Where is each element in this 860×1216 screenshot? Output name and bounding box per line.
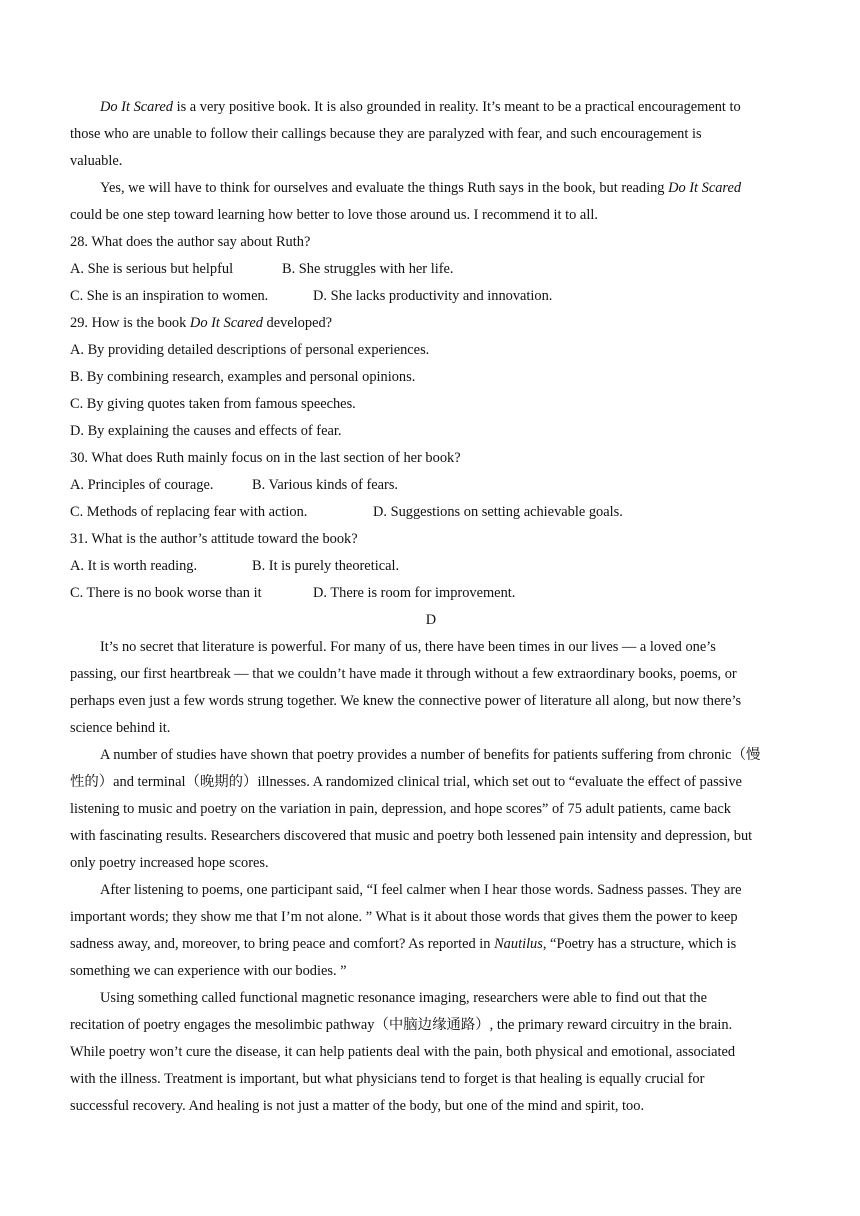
option-29-d: D. By explaining the causes and effects of fear. [70,423,342,439]
magazine-title-italic: Nautilus [494,936,543,952]
option-31-b: B. It is purely theoretical. [252,558,400,574]
book-title-italic: Do It Scared [668,180,742,196]
section-d-p3-line4: something we can experience with our bodies. ” [70,963,347,979]
option-30-b: B. Various kinds of fears. [252,477,399,493]
question-29-stem [70,310,792,337]
question-31-options-row1 [70,553,792,580]
section-d-p4-line3: While poetry won’t cure the disease, it can help patients deal with the pain, both physical and emotional, associated [70,1044,736,1060]
question-28-options-row1 [70,256,792,283]
text-span: Yes, we will have to think for ourselves and evaluate the things Ruth says in the book, but reading [100,180,669,196]
text-span: , “Poetry has a structure, which is [542,936,737,952]
section-d-p2-line4: with fascinating results. Researchers discovered that music and poetry both lessened pain intensity and depression, but [70,828,753,844]
text-span: developed? [262,315,333,331]
question-30-stem: 30. What does Ruth mainly focus on in the last section of her book? [70,450,461,466]
passage-c-p2-line2: could be one step toward learning how better to love those around us. I recommend it to all. [70,207,598,223]
passage-c-p2-line1 [70,175,792,202]
document-page [70,94,792,1120]
option-31-a: A. It is worth reading. [70,558,198,574]
section-d-p1-line3: perhaps even just a few words strung together. We knew the connective power of literature all along, but now there’s [70,693,742,709]
question-28-options-row2 [70,283,792,310]
option-28-d: D. She lacks productivity and innovation. [313,288,553,304]
section-d-p4-line4: with the illness. Treatment is important, but what physicians tend to forget is that healing is equally crucial for [70,1071,705,1087]
section-d-p1-line4: science behind it. [70,720,171,736]
option-30-c: C. Methods of replacing fear with action. [70,504,308,520]
option-29-c: C. By giving quotes taken from famous speeches. [70,396,356,412]
question-30-options-row1 [70,472,792,499]
option-29-b: B. By combining research, examples and personal opinions. [70,369,416,385]
section-d-p4-line5: successful recovery. And healing is not just a matter of the body, but one of the mind and spirit, too. [70,1098,645,1114]
question-30-options-row2 [70,499,792,526]
section-d-heading: D [425,612,437,628]
passage-c-p1-line3: valuable. [70,153,123,169]
passage-c-p1-line2: those who are unable to follow their callings because they are paralyzed with fear, and such encouragement is [70,126,702,142]
option-28-a: A. She is serious but helpful [70,261,234,277]
text-span: 29. How is the book [70,315,190,331]
section-d-p4-line1: Using something called functional magnetic resonance imaging, researchers were able to find out that the [100,990,707,1006]
text-span: sadness away, and, moreover, to bring peace and comfort? As reported in [70,936,495,952]
text-span: is a very positive book. It is also grounded in reality. It’s meant to be a practical encouragement to [173,99,741,115]
question-31-stem: 31. What is the author’s attitude toward the book? [70,531,358,547]
section-d-p2-line2: 性的）and terminal（晚期的）illnesses. A randomized clinical trial, which set out to “evaluate the effect of passive [70,774,742,790]
option-28-c: C. She is an inspiration to women. [70,288,269,304]
question-31-options-row2 [70,580,792,607]
book-title-italic: Do It Scared [100,99,173,115]
section-d-p3-line3 [70,931,792,958]
section-d-p2-line3: listening to music and poetry on the variation in pain, depression, and hope scores” of 75 adult patients, came back [70,801,731,817]
option-29-a: A. By providing detailed descriptions of personal experiences. [70,342,430,358]
passage-c-p1-line1 [70,94,792,121]
section-d-p1-line2: passing, our first heartbreak — that we couldn’t have made it through without a few extraordinary books, poems, or [70,666,737,682]
section-d-p3-line2: important words; they show me that I’m not alone. ” What is it about those words that gives them the power to keep [70,909,738,925]
option-30-d: D. Suggestions on setting achievable goals. [373,504,623,520]
option-30-a: A. Principles of courage. [70,477,214,493]
section-d-p2-line1: A number of studies have shown that poetry provides a number of benefits for patients suffering from chronic（慢 [100,747,761,763]
question-28-stem: 28. What does the author say about Ruth? [70,234,311,250]
section-d-p4-line2: recitation of poetry engages the mesolimbic pathway（中脑边缘通路）, the primary reward circuitry in the brain. [70,1017,733,1033]
section-d-p1-line1: It’s no secret that literature is powerful. For many of us, there have been times in our lives — a loved one’s [100,639,716,655]
book-title-italic: Do It Scared [189,315,263,331]
option-31-c: C. There is no book worse than it [70,585,262,601]
section-d-p3-line1: After listening to poems, one participant said, “I feel calmer when I hear those words. Sadness passes. They are [100,882,742,898]
option-31-d: D. There is room for improvement. [313,585,516,601]
section-d-p2-line5: only poetry increased hope scores. [70,855,269,871]
option-28-b: B. She struggles with her life. [282,261,454,277]
